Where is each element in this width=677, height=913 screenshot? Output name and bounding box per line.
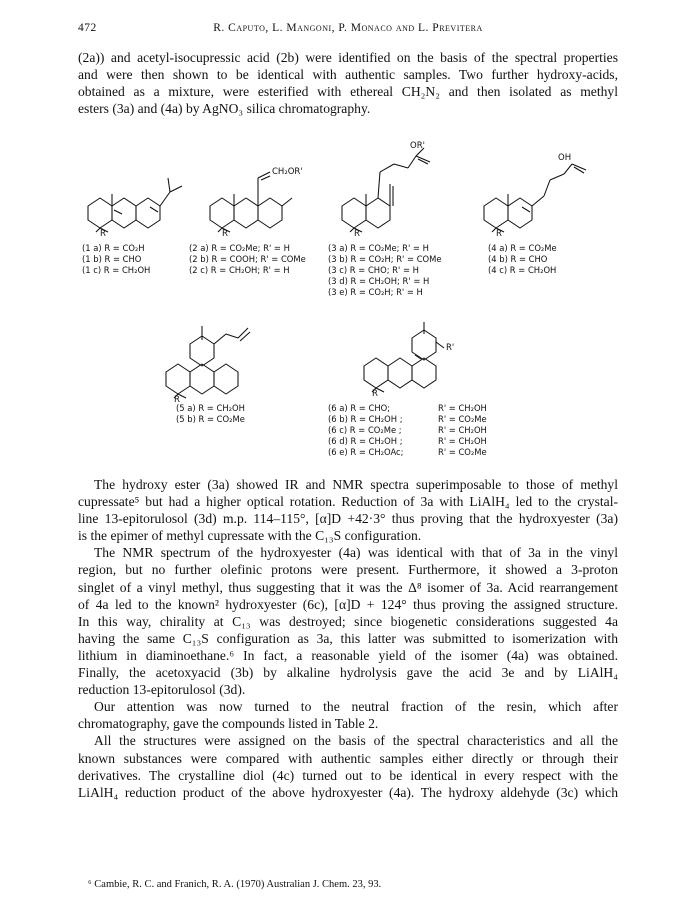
structure-1 (88, 178, 182, 232)
running-head: R. Caputo, L. Mangoni, P. Monaco and L. Previtera (213, 22, 483, 34)
text-line: chromatography, gave the compounds listed in Table 2. (78, 716, 379, 732)
atom-label-r: R (496, 229, 502, 239)
text-line: line 13-epitorulosol (3d) m.p. 114–115°, [α]D +42·3° thus proving that the hydroxyester (3a) (78, 511, 618, 527)
structure-3 (342, 148, 430, 232)
atom-label-r: R (174, 395, 180, 405)
compound-label: (2 c) R = CH₂OH; R' = H (189, 265, 290, 275)
compound-label: (3 a) R = CO₂Me; R' = H (328, 243, 429, 253)
text-line: The hydroxy ester (3a) showed IR and NMR spectra superimposable to those of methyl (94, 477, 618, 492)
text-line: and were then shown to be identical with authentic samples. Two further hydroxy-acids, (78, 67, 618, 83)
compound-label: (6 e) R = CH₂OAc; (328, 447, 404, 457)
compound-label: R' = CO₂Me (438, 414, 487, 424)
text-line: In this way, chirality at C₁₃ was destroyed; since biogenetic considerations suggested 4a (78, 613, 618, 629)
compound-label: (1 c) R = CH₂OH (82, 265, 151, 275)
page-header (78, 22, 618, 40)
text-line: having the same C₁₃S configuration as 3a, this latter was submitted to isomerization with (78, 630, 618, 646)
page-number: 472 (78, 22, 97, 34)
atom-label-oh: OH (558, 153, 572, 163)
compound-label: (5 b) R = CO₂Me (176, 414, 245, 424)
text-line: (2a)) and acetyl-isocupressic acid (2b) were identified on the basis of the spectral properties (78, 50, 618, 65)
text-line: lithium in diaminoethane.⁶ In fact, a reasonable yield of the isomer (4a) was obtained. (78, 647, 618, 663)
structure-4 (484, 164, 586, 232)
text-line: cupressate⁵ but had a higher optical rotation. Reduction of 3a with LiAlH₄ led to the crystal- (78, 494, 618, 510)
text-line: obtained as a mixture, were esterified with ethereal CH₂N₂ and then isolated as methyl (78, 84, 618, 100)
compound-label: (1 b) R = CHO (82, 254, 142, 264)
text-line: singlet of a vinyl methyl, thus suggesting that it was the Δ⁸ isomer of 3a. Acid rearrangement (78, 579, 618, 595)
compound-label: (6 a) R = CHO; (328, 403, 391, 413)
compound-label: (3 c) R = CHO; R' = H (328, 265, 419, 275)
compound-label: (6 d) R = CH₂OH ; (328, 436, 403, 446)
compound-label: R' = CO₂Me (438, 447, 487, 457)
text-line: reduction 13-epitorulosol (3d). (78, 682, 246, 698)
text-line: derivatives. The crystalline diol (4c) turned out to be identical in every respect with the (78, 767, 618, 783)
structure-6 (364, 322, 444, 392)
footnote: ⁶ Cambie, R. C. and Franich, R. A. (1970) Australian J. Chem. 23, 93. (88, 879, 382, 890)
atom-label-r: R (222, 229, 228, 239)
atom-label-r: R (372, 389, 378, 399)
compound-label: (4 c) R = CH₂OH (488, 265, 557, 275)
compound-label: (4 a) R = CO₂Me (488, 243, 557, 253)
compound-label: (3 d) R = CH₂OH; R' = H (328, 276, 430, 286)
text-line: region, but no further olefinic protons were present. Furthermore, it showed a 3-proton (78, 562, 618, 578)
compound-label: R' = CH₂OH (438, 403, 487, 413)
atom-label-ch2or: CH₂OR' (272, 167, 303, 177)
atom-label-r: R (100, 229, 106, 239)
compound-label: (5 a) R = CH₂OH (176, 403, 245, 413)
compound-label: (2 b) R = COOH; R' = COMe (189, 254, 306, 264)
text-line: LiAlH₄ reduction product of the above hydroxyester (4a). The hydroxy aldehyde (3c) which (78, 784, 618, 800)
compound-labels-row-2 (176, 403, 487, 457)
text-line: of 4a led to the known² hydroxyester (6c), [α]D + 124° thus proving the assigned structure. (78, 596, 618, 612)
compound-label: (3 e) R = CO₂H; R' = H (328, 287, 423, 297)
chemical-structures-drawing (78, 128, 618, 463)
atom-label-r: R (354, 229, 360, 239)
compound-label: R' = CH₂OH (438, 425, 487, 435)
compound-labels-row-1 (82, 243, 557, 297)
text-line: Our attention was now turned to the neutral fraction of the resin, which after (94, 699, 618, 715)
compound-label: (6 c) R = CO₂Me ; (328, 425, 402, 435)
text-line: All the structures were assigned on the basis of the spectral characteristics and all the (94, 733, 618, 749)
compound-label: (4 b) R = CHO (488, 254, 548, 264)
structure-5 (166, 326, 250, 398)
atom-label-or: OR' (410, 141, 425, 151)
atom-label-r-prime: R' (446, 343, 455, 353)
text-line: Finally, the acetoxyacid (3b) by alkaline hydrolysis gave the acid 3e and by LiAlH₄ (78, 665, 618, 681)
structures-figure (78, 128, 618, 463)
text-line: known substances were compared with authentic samples either directly or through their (78, 750, 618, 766)
body-text (78, 476, 618, 801)
text-line: esters (3a) and (4a) by AgNO₃ silica chromatography. (78, 101, 371, 117)
compound-label: (1 a) R = CO₂H (82, 243, 145, 253)
text-line: is the epimer of methyl cupressate with the C₁₃S configuration. (78, 528, 422, 544)
compound-label: (3 b) R = CO₂H; R' = COMe (328, 254, 442, 264)
compound-label: R' = CH₂OH (438, 436, 487, 446)
compound-label: (2 a) R = CO₂Me; R' = H (189, 243, 290, 253)
text-line: The NMR spectrum of the hydroxyester (4a) was identical with that of 3a in the vinyl (94, 545, 618, 561)
compound-label: (6 b) R = CH₂OH ; (328, 414, 403, 424)
intro-paragraph (78, 49, 618, 117)
structure-2 (210, 172, 292, 232)
